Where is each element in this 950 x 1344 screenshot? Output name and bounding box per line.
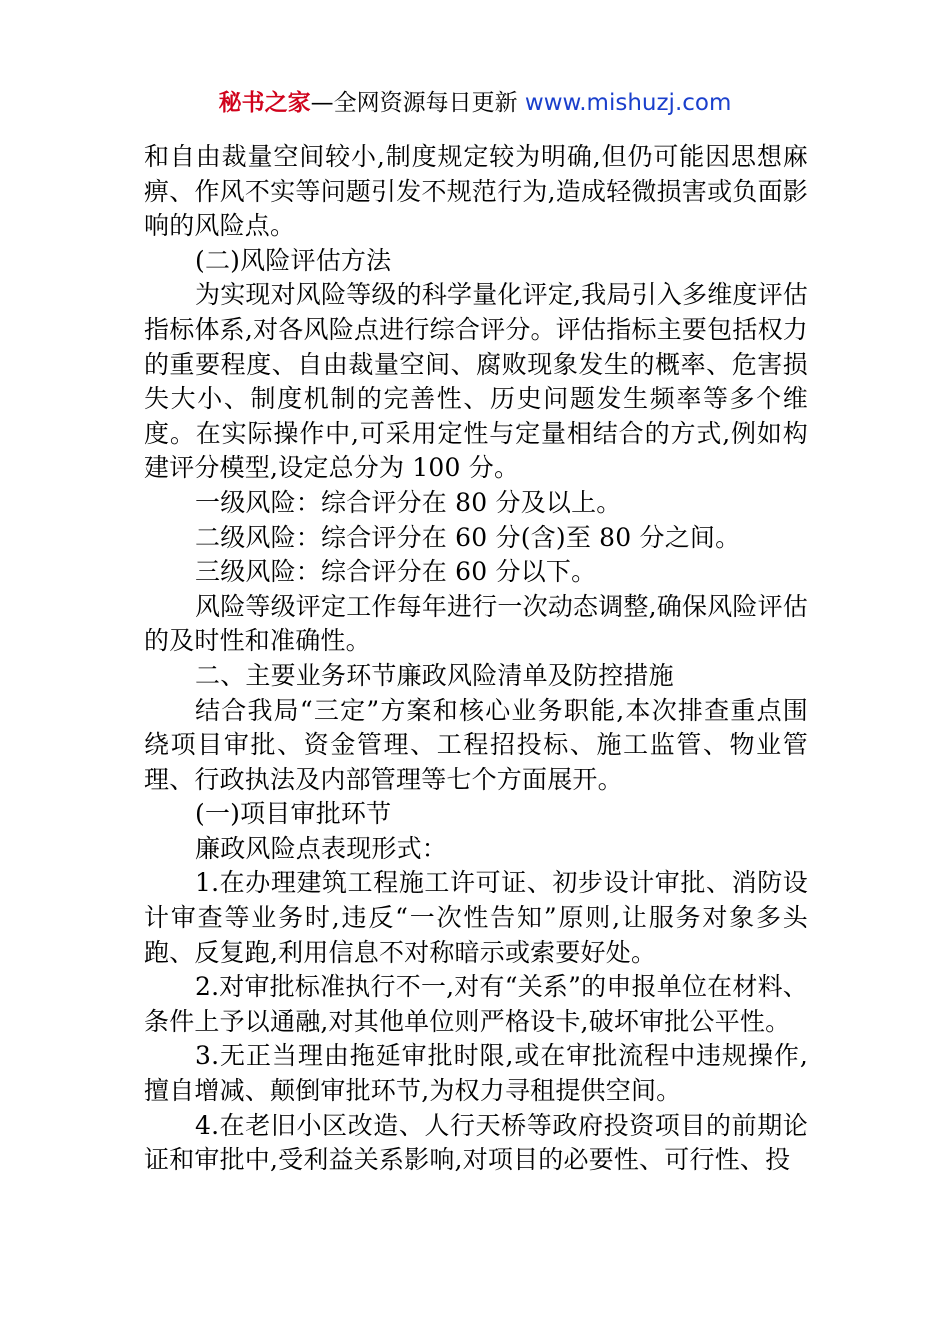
subheading: 廉政风险点表现形式： xyxy=(195,833,448,863)
paragraph: 和自由裁量空间较小,制度规定较为明确,但仍可能因思想麻痹、作风不实等问题引发不规范行为,造成轻微损害或负面影响的风险点。 xyxy=(144,142,808,241)
header-url: www.mishuzj.com xyxy=(524,90,732,116)
header-tagline: —全网资源每日更新 xyxy=(310,90,518,116)
list-item: 1.在办理建筑工程施工许可证、初步设计审批、消防设计审查等业务时,违反“一次性告知”原则,让服务对象多头跑、反复跑,利用信息不对称暗示或索要好处。 xyxy=(144,868,808,967)
risk-level-item: 三级风险：综合评分在 60 分以下。 xyxy=(195,557,597,587)
list-item: 2.对审批标准执行不一,对有“关系”的申报单位在材料、条件上予以通融,对其他单位则严格设卡,破坏审批公平性。 xyxy=(144,972,808,1036)
section-heading: (二)风险评估方法 xyxy=(195,245,392,275)
risk-level-item: 一级风险：综合评分在 80 分及以上。 xyxy=(195,487,622,517)
section-heading: (一)项目审批环节 xyxy=(195,799,392,829)
document-body xyxy=(144,140,808,1178)
paragraph: 风险等级评定工作每年进行一次动态调整,确保风险评估的及时性和准确性。 xyxy=(144,591,808,656)
paragraph: 结合我局“三定”方案和核心业务职能,本次排查重点围绕项目审批、资金管理、工程招投标、施工监管、物业管理、行政执法及内部管理等七个方面展开。 xyxy=(144,695,808,794)
list-item: 4.在老旧小区改造、人行天桥等政府投资项目的前期论证和审批中,受利益关系影响,对项目的必要性、可行性、投 xyxy=(144,1110,808,1175)
risk-level-item: 二级风险：综合评分在 60 分(含)至 80 分之间。 xyxy=(195,522,741,552)
list-item: 3.无正当理由拖延审批时限,或在审批流程中违规操作,擅自增减、颠倒审批环节,为权力寻租提供空间。 xyxy=(144,1041,808,1106)
paragraph: 为实现对风险等级的科学量化评定,我局引入多维度评估指标体系,对各风险点进行综合评分。评估指标主要包括权力的重要程度、自由裁量空间、腐败现象发生的概率、危害损失大小、制度机制的完善性、历史问题发生频率等多个维度。在实际操作中,可采用定性与定量相结合的方式,例如构建评分模型,设定总分为 100 分。 xyxy=(144,280,808,483)
document-header xyxy=(0,86,950,120)
section-heading: 二、主要业务环节廉政风险清单及防控措施 xyxy=(195,660,674,690)
brand-name: 秘书之家 xyxy=(218,90,311,116)
